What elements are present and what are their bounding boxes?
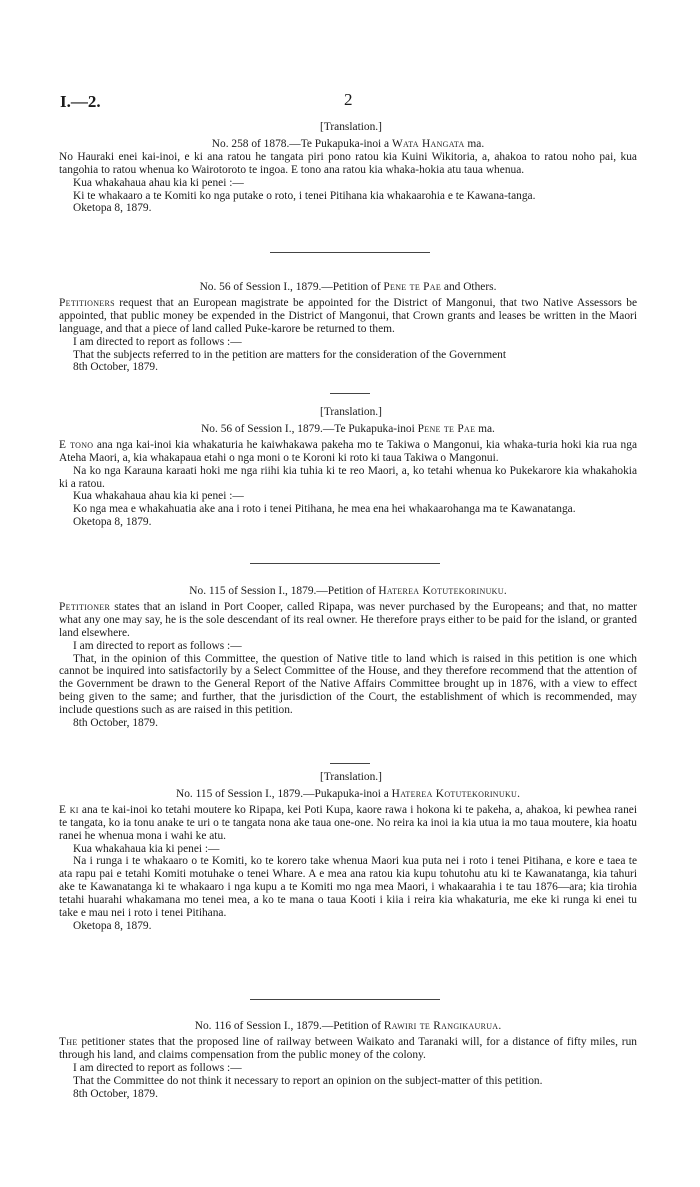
petition-body: Petitioner states that an island in Port Cooper, called Ripapa, was never purchased by the Europeans; and that, no matter what any one may say, he is the sole descendant of its real owner. He therefore prays either to be paid for the island, or granted land elsewhere. xyxy=(59,600,637,639)
page-number: 2 xyxy=(344,90,353,109)
petition-body: Petitioners request that an European magistrate be appointed for the District of Mangonui, that two Native Assessors be appointed, that public money be expended in the District of Mangonui, that Crown grants and leases be written in the Maori language, and that a piece of land called Puke-karore be returned to them. xyxy=(59,296,637,335)
petition-title: No. 56 of Session I., 1879.—Petition of Pene te Pae and Others. xyxy=(199,281,497,293)
report-date: 8th October, 1879. xyxy=(73,1087,158,1100)
report-date: 8th October, 1879. xyxy=(73,717,158,730)
translation-heading: [Translation.] xyxy=(320,771,382,783)
translation-heading: [Translation.] xyxy=(320,406,382,418)
translation-heading: [Translation.] xyxy=(320,121,382,133)
petition-title: No. 115 of Session I., 1879.—Pukapuka-inoi a Haterea Kotutekorinuku. xyxy=(176,787,520,800)
committee-report: Ko nga mea e whakahuatia ake ana i roto i tenei Pitihana, he mea ena hei whakaarohanga ma te Kawanatanga. xyxy=(73,503,576,516)
petition-body: The petitioner states that the proposed line of railway between Waikato and Taranaki will, for a distance of fifty miles, run through his land, and claims compensation from the public money of the colony. xyxy=(59,1035,637,1061)
divider xyxy=(250,563,440,564)
report-date: Oketopa 8, 1879. xyxy=(73,202,152,215)
directed-line: I am directed to report as follows :— xyxy=(73,639,242,652)
petition-title: No. 116 of Session I., 1879.—Petition of Rawiri te Rangikaurua. xyxy=(194,1020,502,1032)
petition-body-2: Na ko nga Karauna karaati hoki me nga riihi kia tuhia ki te reo Maori, a, ko tetahi whenua ko Pukekarore kia whakahokia ki a ratou. xyxy=(59,464,637,490)
directed-line: I am directed to report as follows :— xyxy=(73,1061,242,1074)
committee-report: Ki te whakaaro a te Komiti ko nga putake o roto, i tenei Pitihana kia whakaarohia e te Kawana-tanga. xyxy=(73,189,536,202)
committee-report: That the subjects referred to in the petition are matters for the consideration of the Government xyxy=(73,348,507,361)
divider xyxy=(330,763,370,764)
committee-report: Na i runga i te whakaaro o te Komiti, ko te korero take whenua Maori kua puta nei i roto i tenei Pitihana, e kore e taea te ata rapu pai e tetahi Komiti motuhake o tenei Whare. A e mea ana ratou kia kupu tohutohu atu ki te Kawanatanga, kia tahuri ake te Kawanatanga ki te whakaaro i nga kupu a te Komiti mo nga mea Maori, i whakaarahia i te tau 1876—ara; kia tirohia tetahi huarahi whakamana mo tenei mea, a ko te mana o taua Kooti i kiia i reira kia whakaturia, me eke ki runga ki enei tu take e mau nei i roto i tenei Pitihana. xyxy=(59,855,637,920)
petition-title: No. 56 of Session I., 1879.—Te Pukapuka-inoi Pene te Pae ma. xyxy=(201,422,495,435)
petition-title: No. 258 of 1878.—Te Pukapuka-inoi a Wata Hangata ma. xyxy=(211,137,485,150)
petition-title: No. 115 of Session I., 1879.—Petition of Haterea Kotutekorinuku. xyxy=(189,585,507,597)
section-258-translation xyxy=(59,121,637,215)
directed-line: I am directed to report as follows :— xyxy=(73,335,242,348)
document-id: I.—2. xyxy=(60,92,101,111)
directed-line: Kua whakahaua ahau kia ki penei :— xyxy=(73,490,244,503)
section-56-translation xyxy=(59,406,637,529)
divider xyxy=(330,393,370,394)
divider xyxy=(270,252,430,253)
directed-line: Kua whakahaua kia ki penei :— xyxy=(73,842,220,855)
divider xyxy=(250,999,440,1000)
committee-report: That the Committee do not think it necessary to report an opinion on the subject-matter of this petition. xyxy=(73,1074,543,1087)
directed-line: Kua whakahaua ahau kia ki penei :— xyxy=(73,176,244,189)
section-115-petition xyxy=(59,585,637,730)
committee-report: That, in the opinion of this Committee, the question of Native title to land which is raised in this petition is one which cannot be inquired into satisfactorily by a Select Committee of the House, and they therefore recommend that the attention of the Government be drawn to the General Report of the Native Affairs Committee brought up in 1876, with a view to effect being given to the same; and further, that the jurisdiction of the Court, the establishment of which is recommended, may include questions such as are raised in this petition. xyxy=(59,652,637,717)
report-date: Oketopa 8, 1879. xyxy=(73,919,152,932)
petition-body: E ki ana te kai-inoi ko tetahi moutere ko Ripapa, kei Poti Kupa, kaore rawa i hokona ki te pakeha, a, ahakoa, ki pewhea ranei te tangata, ko ia tonu anake te uri o te tangata nona ake taua one-one. No reira ka inoi ia kia utua ia mo taua moutere, kia hoatu ranei he whenua mona i wahi ke atu. xyxy=(59,803,637,842)
section-116-petition xyxy=(59,1020,637,1100)
report-date: Oketopa 8, 1879. xyxy=(73,516,152,529)
section-56-petition xyxy=(59,281,637,374)
report-date: 8th October, 1879. xyxy=(73,361,158,374)
petition-body: No Hauraki enei kai-inoi, e ki ana ratou he tangata piri pono ratou kia Kuini Wikitoria, a, ahakoa to ratou noho pai, kua tangohia to ratou whenua ko Wairotoroto te ingoa. E tono ana ratou kia whaka-hokia atu taua whenua. xyxy=(59,150,637,176)
petition-body: E tono ana nga kai-inoi kia whakaturia he kaiwhakawa pakeha mo te Takiwa o Mangonui, kia whaka-turia hoki kia rua nga Ateha Maori, a, kia whakapaua etahi o nga moni o te Koroni ki roto ki taua Takiwa o Mangonui. xyxy=(59,438,638,464)
section-115-translation xyxy=(59,771,637,933)
